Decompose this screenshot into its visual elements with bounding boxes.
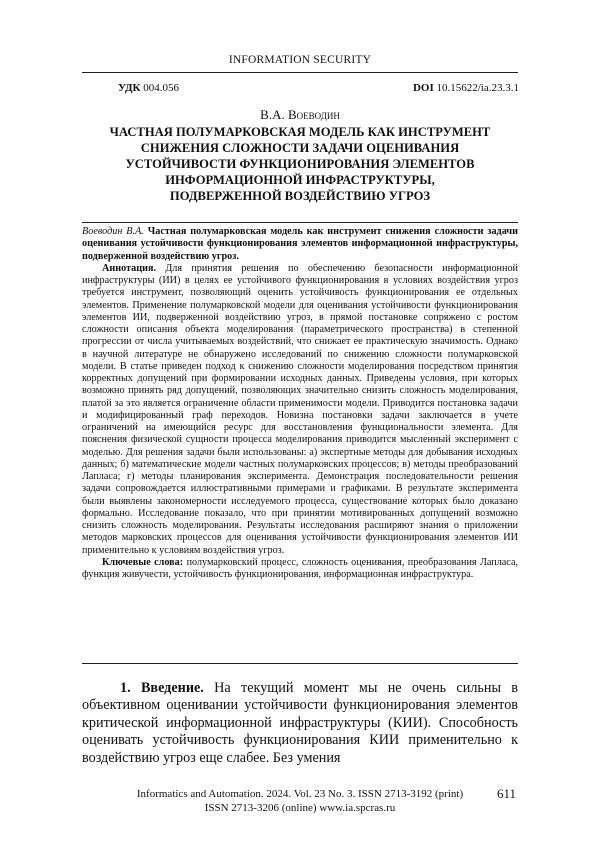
doi-line [413,82,519,94]
intro-text: На текущий момент мы не очень сильны в объективном оценивании устойчивости функционирования элементов критической информационной инфраструктуры (КИИ). Способность оценивать устойчивость функционирования КИИ применительно к воздействию угроз еще слабее. Без умения [82,680,518,766]
header-divider [82,72,518,73]
doi-value: 10.15622/ia.23.3.1 [436,82,519,94]
title-line: ЧАСТНАЯ ПОЛУМАРКОВСКАЯ МОДЕЛЬ КАК ИНСТРУМЕНТ [109,125,491,139]
title-line: СНИЖЕНИЯ СЛОЖНОСТИ ЗАДАЧИ ОЦЕНИВАНИЯ [140,141,460,155]
title-line: УСТОЙЧИВОСТИ ФУНКЦИОНИРОВАНИЯ ЭЛЕМЕНТОВ [125,157,475,171]
keywords-text: полумарковский процесс, сложность оценивания, преобразования Лапласа, функция живучести, устойчивость функционирования, информационная инфраструктура. [82,556,519,580]
udk-line [118,82,179,94]
abstract-block [82,226,518,581]
udk-value: 004.056 [143,82,180,94]
keywords-label: Ключевые слова: [102,556,184,568]
title-line: ИНФОРМАЦИОННОЙ ИНФРАСТРУКТУРЫ, [165,173,435,187]
article-title [82,124,518,204]
footer-journal-line: Informatics and Automation. 2024. Vol. 23 No. 3. ISSN 2713-3192 (print) [136,788,464,800]
footer-issn-line: ISSN 2713-3206 (online) www.ia.spcras.ru [204,802,396,814]
citation-author: Воеводин В.А. [82,226,144,237]
doi-label: DOI [412,82,434,94]
intro-paragraph [82,680,518,767]
title-line: ПОДВЕРЖЕННОЙ ВОЗДЕЙСТВИЮ УГРОЗ [169,189,431,203]
journal-section-header: INFORMATION SECURITY [228,54,372,66]
abstract-label: Аннотация. [102,262,157,274]
udk-label: УДК [118,82,141,94]
keywords-paragraph [82,557,518,582]
page-number: 611 [496,786,516,801]
citation [82,226,518,263]
author-name: В.А. Воеводин [260,107,340,122]
intro-heading: 1. Введение. [120,680,204,696]
abstract-paragraph [82,263,518,557]
citation-title: Частная полумарковская модель как инструмент снижения сложности задачи оценивания устойчивости функционирования элементов информационной инфраструктуры, подверженной воздействию угроз. [82,226,518,262]
abstract-text: Для принятия решения по обеспечению безопасности информационной инфраструктуры (ИИ) в целях ее устойчивого функционирования в условиях воздействия угроз требуется инструмент, позволяющий оценить устойчивость функционирования ее отдельных элементов. Применение полумарковской модели для оценивания устойчивости функционирования элементов ИИ, подверженной воздействию угроз, в прямой постановке сопряжено с ростом сложности описания объекта моделирования (параметрического пространства) в степенной прогрессии от числа учитываемых воздействий, что снижает ее практическую значимость. Однако в научной литературе не обнаружено исследований по снижению сложности полумарковской модели. В статье приведен подход к снижению сложности моделирования посредством принятия корректных допущений при формировании исходных данных. Приведены условия, при которых возможно принять ряд допущений, позволяющих значительно снизить сложность моделирования, платой за это является ограничение области применимости модели. Приводится постановка задачи и модифицированный граф переходов. Новизна постановки задачи заключается в учете ограничений на имеющийся ресурс для восстановления функциональности элемента. Для пояснения физической сущности процесса моделирования приводится мысленный эксперимент с моделью. Для решения задачи были использованы: а) экспертные методы для добывания исходных данных; б) математические модели частных полумарковских процессов; в) методы преобразований Лапласа; г) методы планирования эксперимента. Демонстрация последовательности решения задачи сопровождается иллюстративными примерами и графиками. В результате эксперимента были выявлены закономерности исследуемого процесса, существование которых было доказано формально. Исследование показало, что при принятии мотивированных допущений возможно снизить сложность моделирования. Результаты исследования расширяют знания о приложении методов марковских процессов для оценивания устойчивости функционирования элементов ИИ применительно к условиям воздействия угроз. [82,262,518,556]
